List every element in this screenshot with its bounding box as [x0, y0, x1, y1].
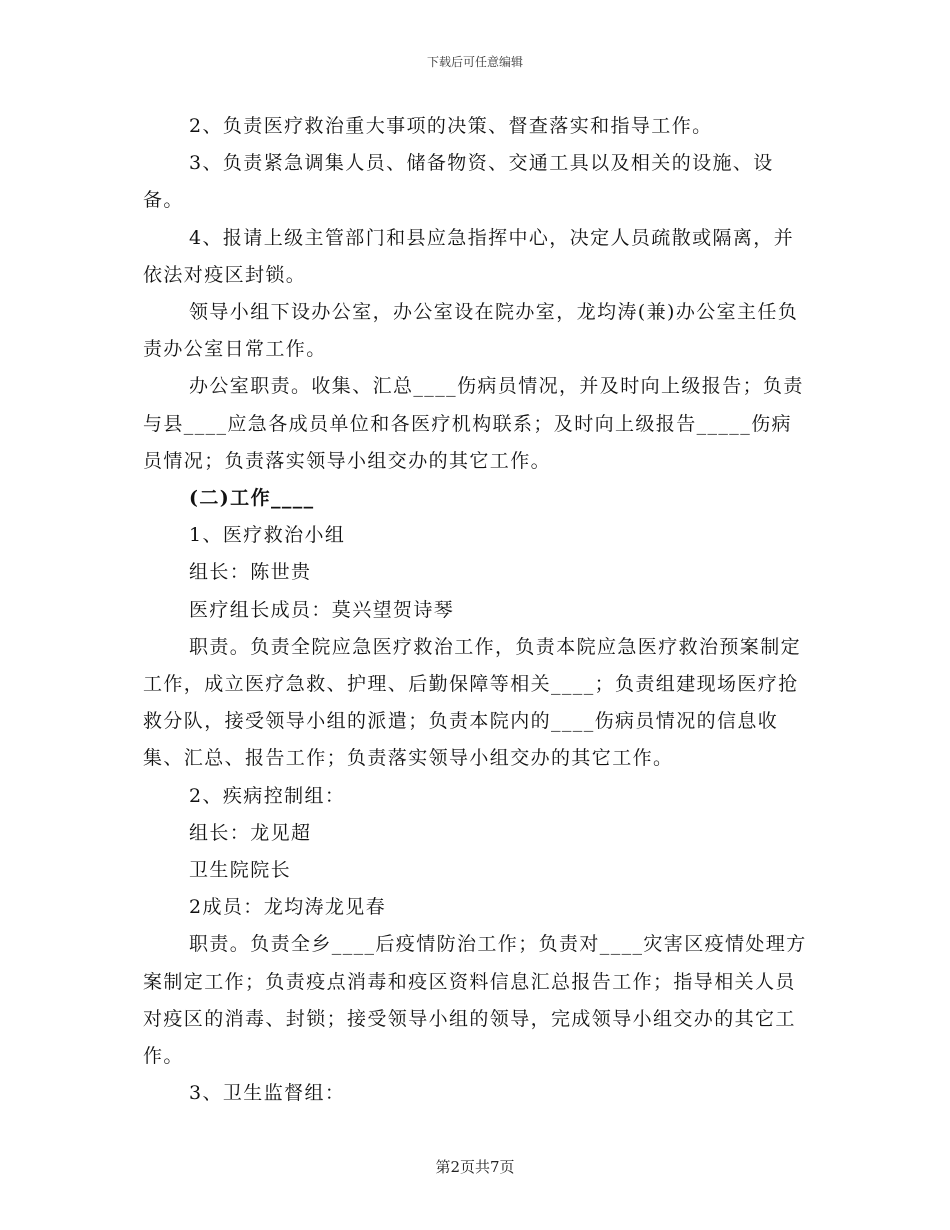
paragraph: 办公室职责。收集、汇总____伤病员情况，并及时向上级报告；负责与县____应急各成员单位和各医疗机构联系；及时向上级报告_____伤病员情况；负责落实领导小组交办的其它工作。	[143, 375, 804, 472]
paragraph: 职责。负责全乡____后疫情防治工作；负责对____灾害区疫情处理方案制定工作；负责疫点消毒和疫区资料信息汇总报告工作；指导相关人员对疫区的消毒、封锁；接受领导小组的领导，完成领导小组交办的其它工作。	[143, 933, 807, 1068]
paragraph: 领导小组下设办公室，办公室设在院办室，龙均涛(兼)办公室主任负责办公室日常工作。	[143, 301, 799, 361]
paragraph: 1、医疗救治小组	[189, 524, 346, 547]
section-heading: (二)工作____	[189, 487, 315, 510]
paragraph: 4、报请上级主管部门和县应急指挥中心，决定人员疏散或隔离，并依法对疫区封锁。	[143, 226, 795, 286]
page-footer: 第2页共7页	[435, 1158, 515, 1176]
paragraph: 组长：陈世贵	[189, 561, 312, 584]
paragraph: 2、负责医疗救治重大事项的决策、督查落实和指导工作。	[189, 115, 713, 137]
paragraph: 2成员：龙均涛龙见春	[189, 896, 387, 919]
paragraph: 3、卫生监督组：	[189, 1082, 346, 1105]
page-header: 下载后可任意编辑	[426, 55, 523, 69]
paragraph: 2、疾病控制组：	[189, 784, 346, 807]
document-body	[143, 108, 810, 1112]
paragraph: 组长：龙见超	[189, 821, 312, 844]
paragraph: 卫生院院长	[189, 859, 292, 882]
paragraph: 医疗组长成员：莫兴望贺诗琴	[189, 598, 455, 621]
paragraph: 职责。负责全院应急医疗救治工作，负责本院应急医疗救治预案制定工作，成立医疗急救、护理、后勤保障等相关____；负责组建现场医疗抢救分队，接受领导小组的派遣；负责本院内的____伤病员情况的信息收集、汇总、报告工作；负责落实领导小组交办的其它工作。	[143, 635, 802, 770]
paragraph: 3、负责紧急调集人员、储备物资、交通工具以及相关的设施、设备。	[143, 152, 774, 212]
